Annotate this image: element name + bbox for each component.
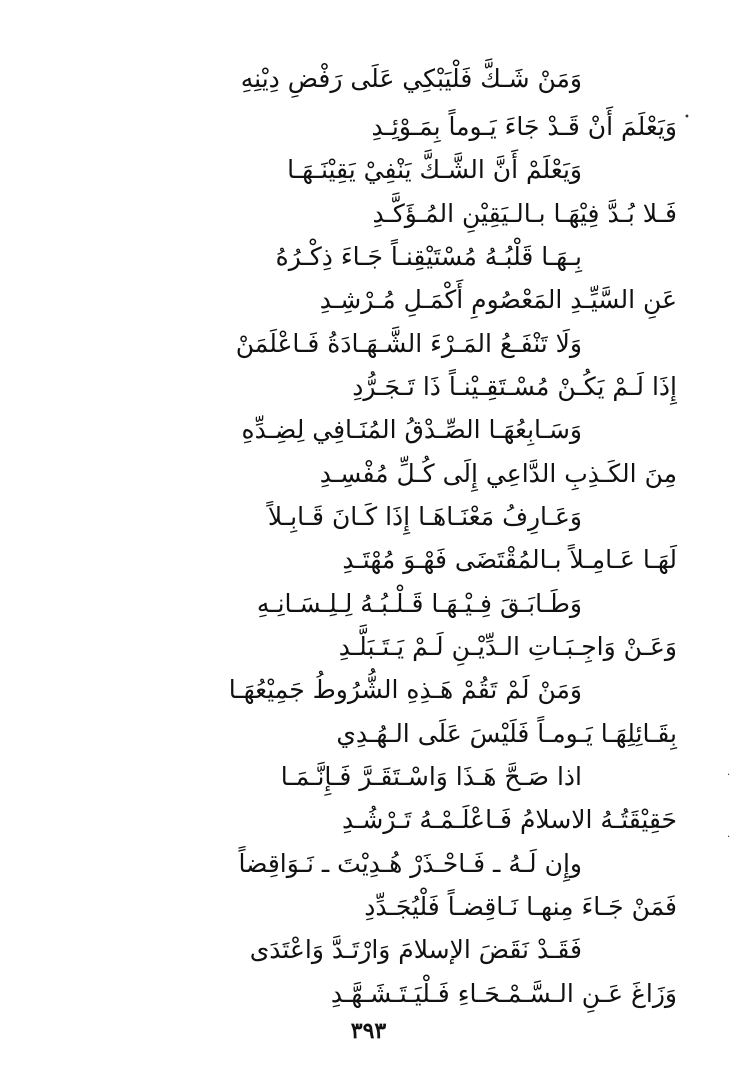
verse-line-6: عَنِ السَّيِّـدِ المَعْصُومِ أَكْمَـلِ مُـرْشِـدِ [319,285,677,314]
verse-line-22: وَزَاغَ عَـنِ الـسَّـمْـحَـاءِ فَـلْيَـتَـشَـهَّـدِ [330,979,677,1008]
verse-line-18: حَقِيْقَتُـهُ الاسلامُ فَـاعْلَـمْـهُ تَـرْشُـدِ [341,805,677,834]
verse-line-8: إِذَا لَـمْ يَكُـنْ مُسْـتَقِـيْنـاً ذَا تَـجَـرُّدِ [352,372,677,401]
verse-line-9: وَسَـابِعُهَـا الصِّـدْقُ المُنَـافِي لِضِـدِّهِ [241,415,582,444]
scan-speck-2: · [727,770,731,781]
verse-line-10: مِنَ الكَـذِبِ الدَّاعِي إِلَى كُـلِّ مُفْسِـدِ [319,459,677,488]
verse-line-4: فَـلا بُـدَّ فِيْهَـا بـالـيَقِيْنِ المُـؤَكَّـدِ [372,199,677,228]
verse-line-5: بِـهَـا قَلْبُـهُ مُسْتَيْقِنـاً جَـاءَ ذِكْـرُهُ [275,242,582,271]
verse-line-11: وَعَـارِفُ مَعْنَـاهَـا إِذَا كَـانَ قَـابِـلاً [267,502,582,531]
scan-speck-1: • [684,112,690,123]
verse-line-21: فَقَـدْ نَقَضَ الإسلامَ وَارْتَـدَّ وَاعْتَدَى [249,935,582,964]
verse-line-20: فَمَنْ جَـاءَ مِنهـا نَـاقِضـاً فَلْيُجَـدِّدِ [364,892,677,921]
scan-speck-3: · [727,832,731,843]
verse-line-12: لَهَـا عَـامِـلاً بـالمُقْتَضَى فَهْـوَ مُهْتَـدِ [342,545,677,574]
verse-line-19: وإِن لَـهُ ـ فَـاحْـذَرْ هُـدِيْتَ ـ نَـوَاقِضاً [238,849,582,878]
verse-line-3: وَيَعْلَمْ أَنَّ الشَّـكَّ يَنْفِيْ يَقِيْنَـهَـا [287,155,582,184]
verse-line-15: وَمَنْ لَمْ تَقُمْ هَـذِهِ الشُّرُوطُ جَمِيْعُهَـا [228,675,582,704]
page-number: ٣٩٣ [350,1018,387,1044]
verse-line-14: وَعَـنْ وَاجِـبَـاتِ الـدِّيْـنِ لَـمْ يَـتَـبَلَّـدِ [338,632,677,661]
verse-line-16: بِقَـائِلِهَـا يَـومـاً فَلَيْسَ عَلَى الـهُـدِي [336,719,677,748]
verse-line-7: وَلَا تَنْفَـعُ المَـرْءَ الشَّـهَـادَةُ فَـاعْلَمَنْ [235,329,582,358]
verse-line-13: وَطَـابَـقَ فِـيْـهَـا قَـلْـبُـهُ لِـلِـسَـانِـهِ [256,589,582,618]
verse-line-17: اذا صَـحَّ هَـذَا وَاسْـتَقَـرَّ فَـإِنَّـمَـا [280,762,582,791]
verse-line-2: وَيَعْلَمَ أَنْ قَـدْ جَاءَ يَـوماً بِمَـوْئِـدِ [371,112,677,141]
verse-line-1: وَمَنْ شَـكَّ فَلْيَبْكِي عَلَى رَفْضِ دِيْنِهِ [240,64,582,93]
